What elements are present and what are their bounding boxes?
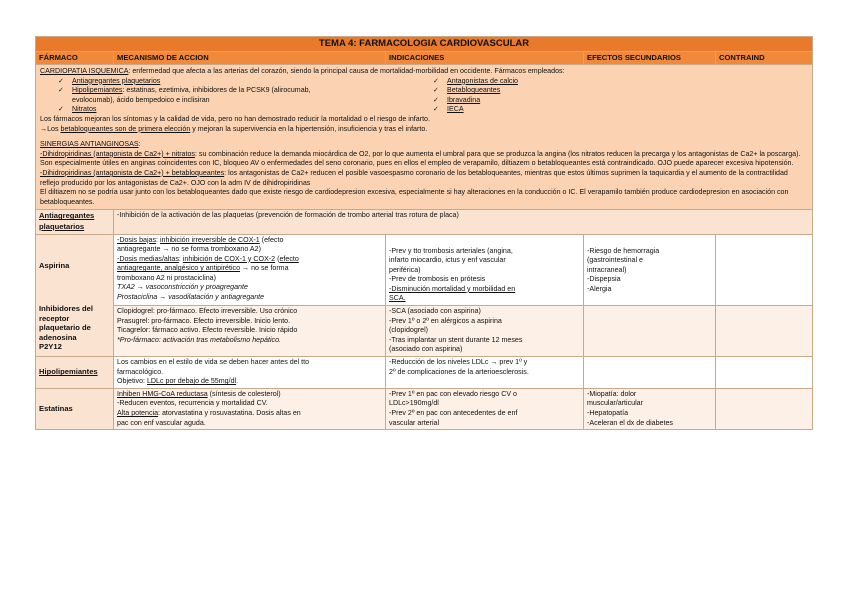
sinergia-1-title: -Dihidropiridinas (antagonista de Ca2+) + nitratos	[40, 149, 195, 158]
hipolipemiantes-mecanismo	[114, 357, 386, 389]
aspirina-ind-l3: periférica)	[389, 265, 421, 274]
cardiopatia-line	[40, 67, 808, 77]
list-item	[58, 86, 433, 96]
list-item-name: Nitratos	[72, 105, 97, 114]
estatinas-ind-l2: LDLc>190mg/dl	[389, 399, 439, 408]
aspirina-ef-l1: -Riesgo de hemorragia	[587, 246, 660, 255]
p2y12-contraind	[716, 306, 813, 357]
estatinas-ef-l1: -Miopatía: dolor	[587, 389, 637, 398]
aspirina-txa2: TXA2 → vasoconstricción y proagregante	[117, 283, 248, 292]
table-row	[36, 234, 813, 306]
aspirina-prostaciclina: Prostaciclina → vasodilatación y antiagregante	[117, 293, 265, 302]
intro-line2-post: y mejoran la supervivencia en la hipertensión, insuficiencia y tras el infarto.	[190, 124, 428, 133]
table-row	[36, 357, 813, 389]
cardiopatia-text: : enfermedad que afecta a las arterias del corazón, siendo la principal causa de mortalidad-morbilidad en occidente. Fármacos empleados:	[128, 67, 565, 75]
p2y12-label-l2: receptor	[39, 313, 70, 323]
hipo-objetivo-value: LDLc por debajo de 55mg/dl	[146, 377, 237, 386]
aspirina-indicaciones	[386, 234, 584, 306]
list-item	[58, 105, 433, 115]
antiagregantes-label-cell	[36, 210, 114, 234]
list-item	[433, 96, 808, 106]
aspirina-dosis-bajas: -Dosis bajas	[117, 235, 157, 244]
estatinas-ind-l1: -Prev 1º en pac con elevado riesgo CV o	[389, 389, 517, 398]
aspirina-efecto: (efecto	[259, 235, 284, 244]
list-item-name: Antagonistas de calcio	[447, 76, 518, 85]
aspirina-ef-l2: (gastrointestinal e	[587, 256, 643, 265]
list-item	[433, 77, 808, 87]
aspirina-ind-l6: SCA.	[389, 294, 406, 303]
list-item-name: Ibravadina	[447, 95, 481, 104]
header-efectos: EFECTOS SECUNDARIOS	[584, 52, 716, 65]
hipolipemiantes-efectos	[584, 357, 716, 389]
header-mecanismo: MECANISMO DE ACCION	[114, 52, 386, 65]
sinergia-1	[40, 150, 808, 169]
aspirina-ind-l4: -Prev de trombosis en prótesis	[389, 275, 486, 284]
hipo-dot: .	[236, 377, 239, 386]
p2y12-ind-l4: -Tras implantar un stent durante 12 meses	[389, 335, 523, 344]
aspirina-ind-l2: infarto miocardio, ictus y enf vascular	[389, 256, 506, 265]
sep: :	[156, 235, 160, 244]
estatinas-indicaciones	[386, 388, 584, 429]
p2y12-ind-l3: (clopidogrel)	[389, 326, 429, 335]
list-item-continuation: evolocumab), ácido bempedoico e inclisiran	[72, 95, 210, 104]
p2y12-label-l3: plaquetario de	[39, 323, 91, 333]
header-contraind: CONTRAIND	[716, 52, 813, 65]
intro-line2	[40, 125, 808, 135]
hipolipemiantes-indicaciones	[386, 357, 584, 389]
estatinas-ind-l4: vascular arterial	[389, 418, 440, 427]
estatinas-m-l1-post: (síntesis de colesterol)	[207, 389, 281, 398]
hipo-m-l2: farmacológico.	[117, 367, 164, 376]
sinergia-2-text: : los antagonistas de Ca2+ reducen el posible vasoespasmo coronario de los betabloqueantes, mientras que estos últimos suprimen la taquicardia y el aumento de la contractilidad reflejo producido por los antagonistas de Ca2+. OJO con la adm IV de dihidropiridinas	[40, 168, 788, 187]
p2y12-mecanismo	[114, 306, 386, 357]
aspirina-label: Aspirina	[39, 260, 70, 270]
p2y12-m-l1: Clopidogrel: pro-fármaco. Efecto irreversible. Uso crónico	[117, 307, 298, 316]
aspirina-ind-l5: -Disminución mortalidad y morbilidad en	[389, 284, 516, 293]
aspirina-ind-l1: -Prev y tto trombosis arteriales (angina,	[389, 246, 513, 255]
p2y12-m-l4: *Pro-fármaco: activación tras metabolismo hepático.	[117, 335, 282, 344]
estatinas-ef-l2: muscular/articular	[587, 399, 643, 408]
aspirina-p2y12-label-cell	[36, 234, 114, 357]
hipo-m-l1: Los cambios en el estilo de vida se deben hacer antes del tto	[117, 358, 310, 367]
sinergias-heading: SINERGIAS ANTIANGINOSAS:	[40, 140, 141, 149]
header-row	[36, 52, 813, 65]
intro-block	[36, 65, 813, 210]
estatinas-m-l2: -Reducen eventos, recurrencia y mortalidad CV.	[117, 399, 268, 408]
hipolipemiantes-contraind	[716, 357, 813, 389]
table-row	[36, 210, 813, 234]
estatinas-alta-potencia: Alta potencia	[117, 409, 159, 417]
aspirina-m-l5: tromboxano A2 ni prostaciclina)	[117, 273, 216, 282]
pharmacology-table	[35, 36, 813, 430]
aspirina-contraind	[716, 234, 813, 306]
antiagregantes-desc: -Inhibición de la activación de las plaquetas (prevención de formación de trombo arterial tras rotura de placa)	[114, 210, 813, 234]
hipo-ind-l1: -Reducción de los niveles LDLc → prev 1º y	[389, 358, 528, 367]
estatinas-ef-l3: -Hepatopatía	[587, 409, 629, 417]
drug-list-right	[433, 77, 808, 115]
p2y12-label-l1: Inhibidores del	[39, 304, 94, 314]
aspirina-m-l4-post: → no se forma	[240, 264, 289, 273]
estatinas-efectos	[584, 388, 716, 429]
estatinas-label-cell	[36, 388, 114, 429]
p2y12-efectos	[584, 306, 716, 357]
aspirina-ef-l3: intracraneal)	[587, 265, 627, 274]
list-item-name: Hipolipemiantes	[72, 86, 123, 95]
p2y12-indicaciones	[386, 306, 584, 357]
aspirina-mecanismo	[114, 234, 386, 306]
list-item-name: Betabloqueantes	[447, 86, 501, 95]
aspirina-efectos	[584, 234, 716, 306]
intro-line1: Los fármacos mejoran los síntomas y la calidad de vida, pero no han demostrado reducir la mortalidad o el riesgo de infarto.	[40, 114, 430, 123]
aspirina-cox12: inhibición de COX-1 y COX-2	[182, 254, 276, 263]
p2y12-label-l4: adenosina	[39, 332, 77, 342]
estatinas-ind-l3: -Prev 2º en pac con antecedentes de enf	[389, 409, 518, 417]
hipolipemiantes-label: Hipolipemiantes	[39, 367, 98, 377]
estatinas-m-l3-post: : atorvastatina y rosuvastatina. Dosis altas en	[158, 409, 301, 417]
drug-list-left	[40, 77, 433, 115]
table-row	[36, 388, 813, 429]
sinergias-label: SINERGIAS ANTIANGINOSAS	[40, 140, 139, 149]
hipo-objetivo: Objetivo:	[117, 377, 147, 386]
list-item	[433, 86, 808, 96]
aspirina-m-l2: antiagregante → no se forma tromboxano A2)	[117, 245, 261, 254]
aspirina-efecto-u: efecto	[279, 254, 299, 263]
p2y12-ind-l2: -Prev 1º o 2º en alérgicos a aspirina	[389, 316, 502, 325]
paren: (	[275, 254, 280, 263]
estatinas-label: Estatinas	[39, 403, 73, 413]
antiagregantes-label: Antiagregantes plaquetarios	[39, 211, 95, 231]
sinergia-2-title: -Dihidropiridinas (antagonista de Ca2+) + betabloqueantes	[40, 168, 225, 177]
aspirina-efectos: antiagregante, analgésico y antipirético	[117, 264, 241, 273]
list-item	[58, 77, 433, 87]
cardiopatia-label: CARDIOPATIA ISQUEMICA	[40, 67, 129, 75]
intro-line2-highlight: betabloqueantes son de primera elección	[60, 124, 191, 133]
p2y12-ind-l5: (asociado con aspirina)	[389, 345, 463, 354]
list-item-name: Antiagregantes plaquetarios	[72, 76, 161, 85]
estatinas-mecanismo	[114, 388, 386, 429]
estatinas-hmg: Inhiben HMG-CoA reductasa	[117, 389, 208, 398]
list-item-name: IECA	[447, 105, 464, 114]
sinergia-1-text: : su combinación reduce la demanda miocárdica de O2, por lo que aumenta el umbral para que se produzca la angina (los nitratos reducen la precarga y los antagonistas de Ca2+ la poscarga). Son especialmente útiles en anginas coincidentes con IC, bloqueo AV o enfermedades del seno coronario, pues en ellos el empleo de verapamilo, diltiazem o betabloqueantes está contraindicado. OJO puede aparecer excesiva hipotensión.	[40, 149, 801, 168]
estatinas-ef-l4: -Aceleran el dx de diabetes	[587, 418, 673, 427]
list-item	[433, 105, 808, 115]
document-page	[35, 36, 812, 430]
hipolipemiantes-label-cell	[36, 357, 114, 389]
estatinas-m-l4: pac con enf vascular aguda.	[117, 418, 206, 427]
p2y12-label-l5: P2Y12	[39, 342, 62, 352]
sinergia-3: El diltiazem no se podría usar junto con los betabloqueantes dado que existe riesgo de cardiodepresion excesiva, especialmente si hay alteraciones en la conducción o IC. El verapamilo también produce cardiodepresion en asociación con betabloqueantes.	[40, 188, 789, 206]
aspirina-dosis-altas: -Dosis medias/altas	[117, 254, 179, 263]
intro-line2-pre: →Los	[40, 124, 61, 133]
header-indicaciones: INDICACIONES	[386, 52, 584, 65]
estatinas-contraind	[716, 388, 813, 429]
hipo-ind-l2: 2º de complicaciones de la arterioesclerosis.	[389, 367, 529, 376]
aspirina-cox1: inhibición irreversible de COX-1	[159, 235, 260, 244]
p2y12-m-l2: Prasugrel: pro-fármaco. Efecto irreversible. Inicio lento.	[117, 316, 291, 325]
sinergia-2	[40, 169, 808, 188]
aspirina-ef-l5: -Alergia	[587, 284, 612, 293]
page-title: TEMA 4: FARMACOLOGIA CARDIOVASCULAR	[36, 37, 813, 52]
aspirina-ef-l4: -Dispepsia	[587, 275, 621, 284]
p2y12-ind-l1: -SCA (asociado con aspirina)	[389, 307, 481, 316]
sep: :	[178, 254, 183, 263]
p2y12-m-l3: Ticagrelor: fármaco activo. Efecto reversible. Inicio rápido	[117, 326, 298, 335]
list-item-desc: : estatinas, ezetimiva, inhibidores de la PCSK9 (alirocumab,	[122, 86, 311, 95]
table-row	[36, 306, 813, 357]
drug-families	[40, 77, 808, 115]
header-farmaco: FÁRMACO	[36, 52, 114, 65]
